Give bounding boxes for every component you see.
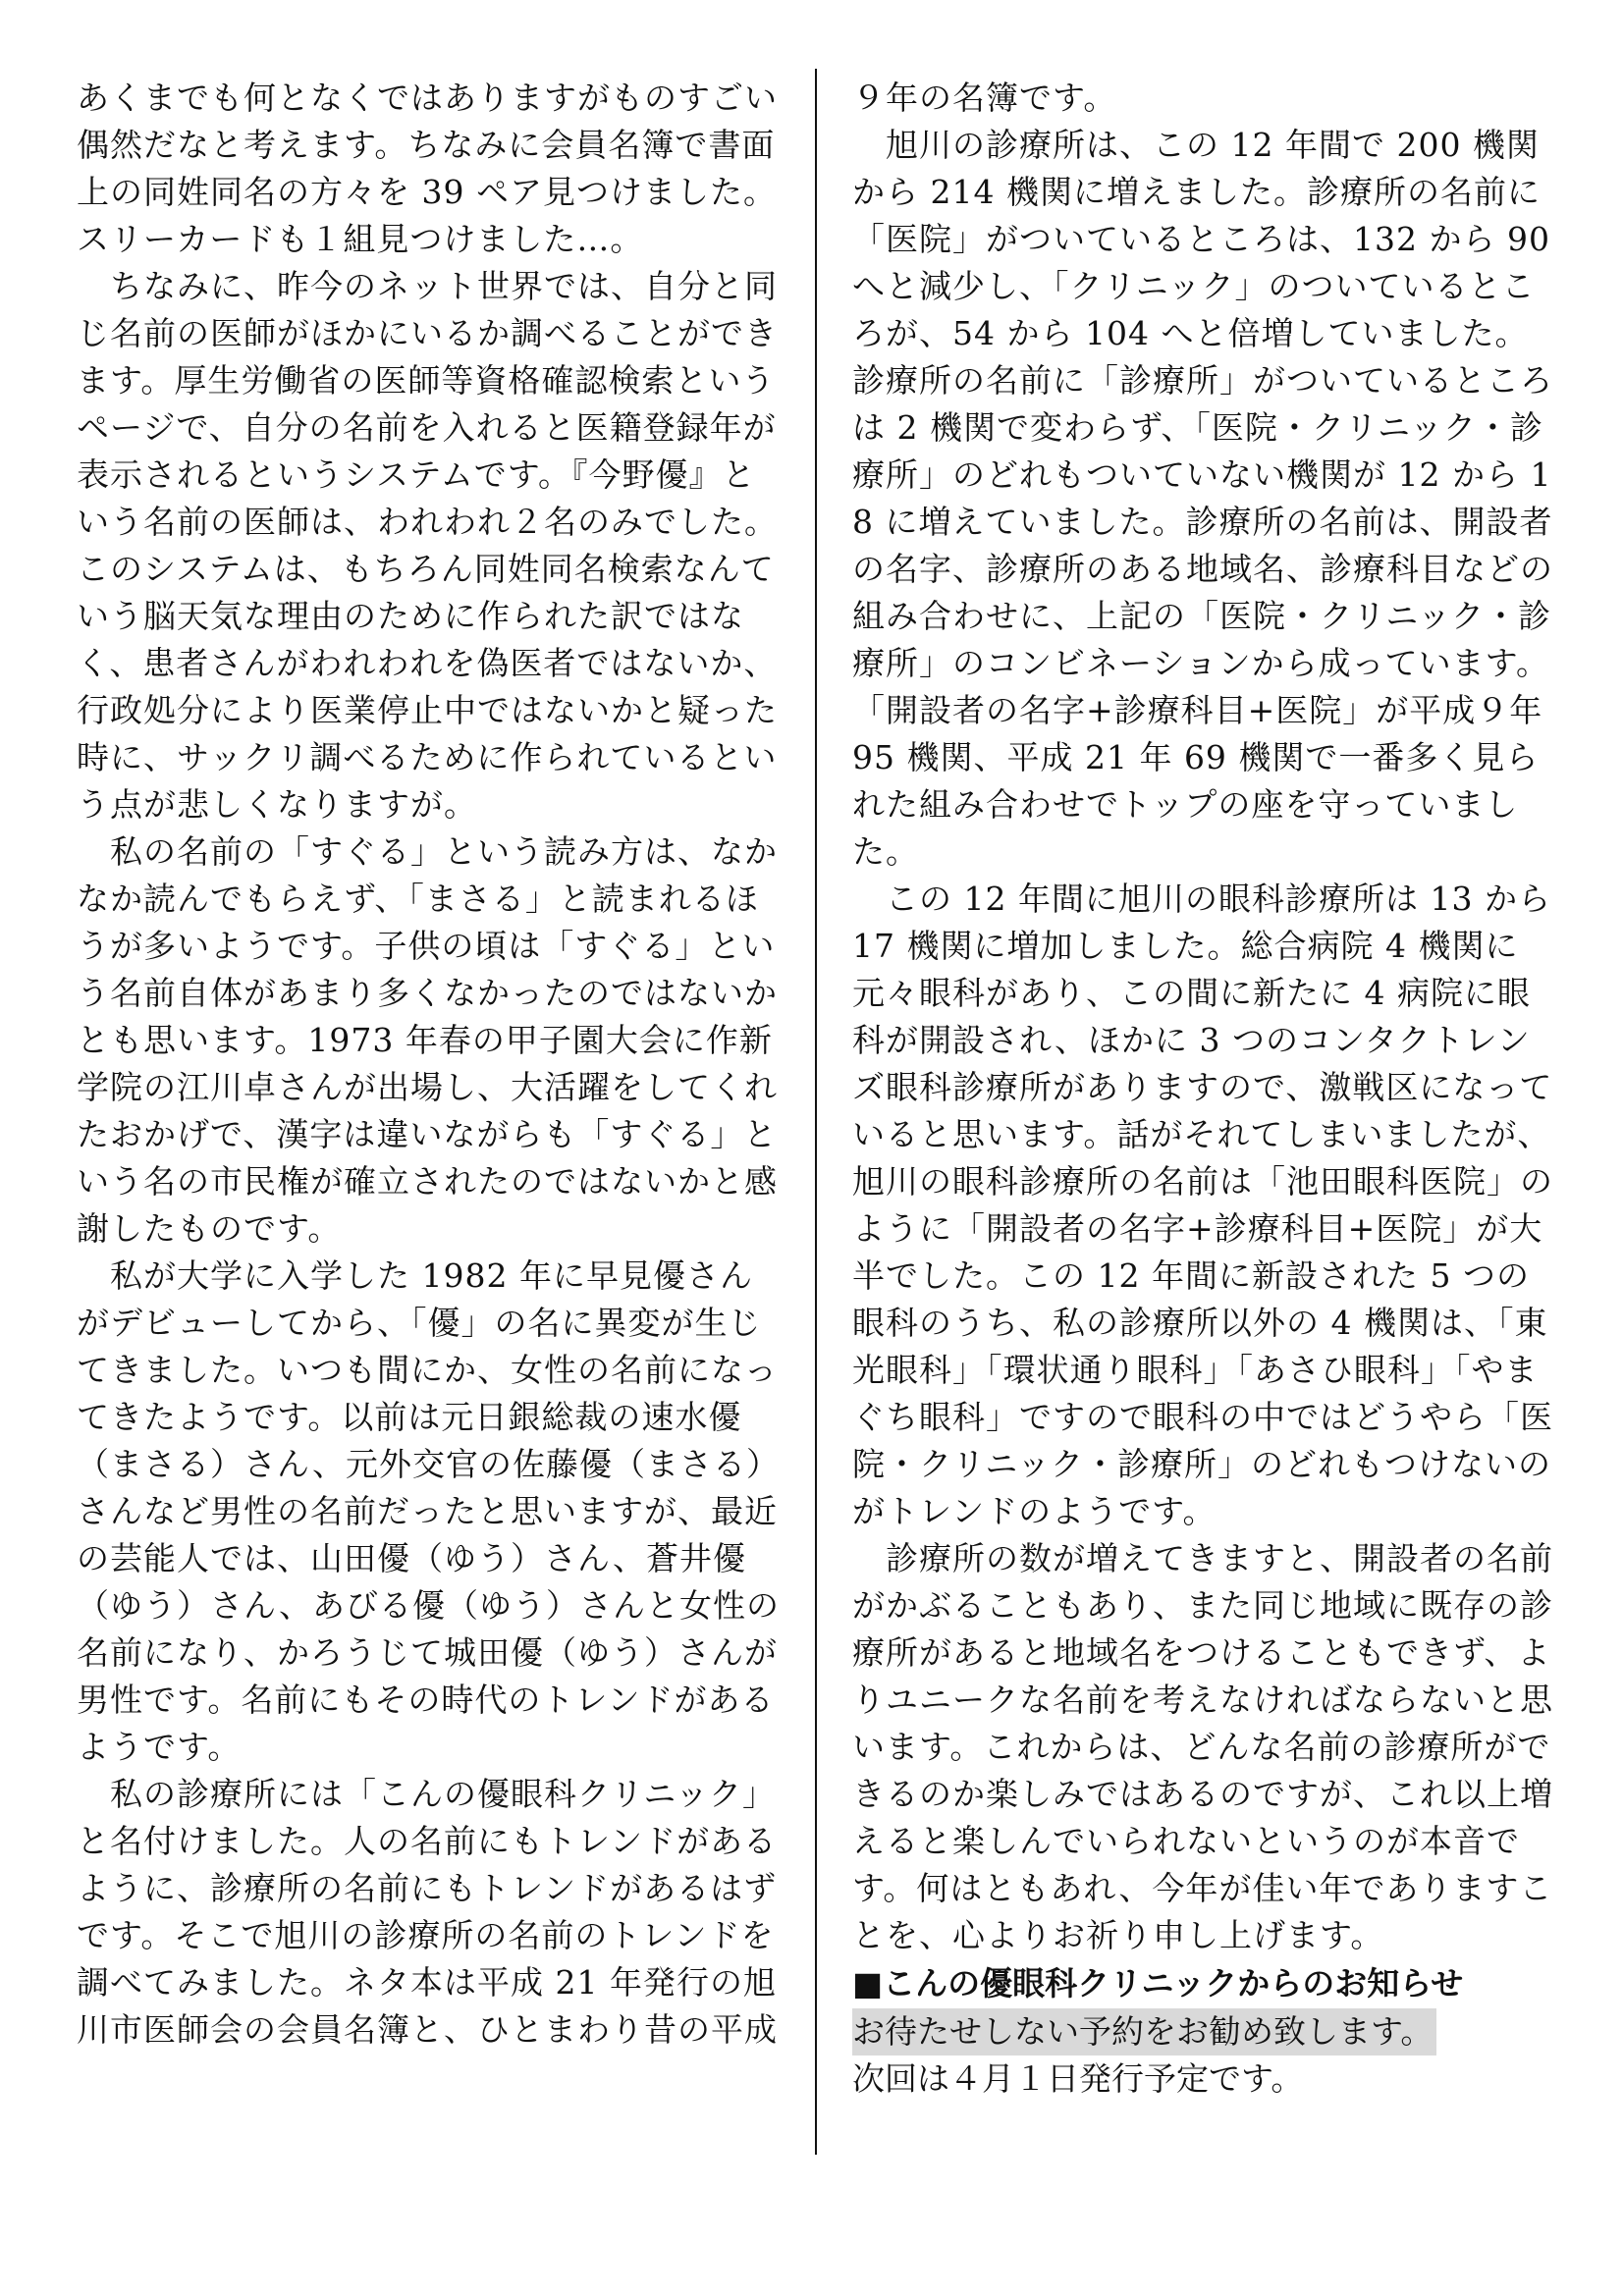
right-column [852, 75, 1563, 2103]
notice-highlight: お待たせしない予約をお勧め致します。 [852, 2008, 1436, 2056]
paragraph-clinic-naming: 私の診療所には「こんの優眼科クリニック」と名付けました。人の名前にもトレンドがあるように、診療所の名前にもトレンドがあるはずです。そこで旭川の診療所の名前のトレンドを調べてみました。ネタ本は平成 21 年発行の旭川市医師会の会員名簿と、ひとまわり昔の平成 [77, 1775, 778, 2049]
paragraph-coincidence: あくまでも何となくではありますがものすごい偶然だなと考えます。ちなみに会員名簿で書面上の同姓同名の方々を 39 ペア見つけました。スリーカードも１組見つけました…。 [77, 79, 778, 258]
next-issue-note: 次回は４月１日発行予定です。 [852, 2059, 1304, 2098]
column-divider [815, 69, 817, 2155]
notice-section [852, 1959, 1557, 2103]
paragraph-directory-continued: ９年の名簿です。 [852, 79, 1117, 117]
paragraph-doctor-search: ちなみに、昨今のネット世界では、自分と同じ名前の医師がほかにいるか調べることができます。厚生労働省の医師等資格確認検索というページで、自分の名前を入れると医籍登録年が表示されるというシステムです。『今野優』という名前の医師は、われわれ２名のみでした。このシステムは、もちろん同姓同名検索なんていう脳天気な理由のために作られた訳ではなく、患者さんがわれわれを偽医者ではないか、行政処分により医業停止中ではないかと疑った時に、サックリ調べるために作られているという点が悲しくなりますが。 [77, 267, 778, 824]
paragraph-closing: 診療所の数が増えてきますと、開設者の名前がかぶることもあり、また同じ地域に既存の診療所があると地域名をつけることもできず、よりユニークな名前を考えなければならないと思います。これからは、どんな名前の診療所ができるのか楽しみではあるのですが、これ以上増えると楽しんでいられないというのが本音です。何はともあれ、今年が佳い年でありますことを、心よりお祈り申し上げます。 [852, 1539, 1553, 1954]
left-column [77, 75, 782, 2054]
paragraph-name-trend: 私が大学に入学した 1982 年に早見優さんがデビューしてから、「優」の名に異変が生じてきました。いつも間にか、女性の名前になってきたようです。以前は元日銀総裁の速水優（まさる）さん、元外交官の佐藤優（まさる）さんなど男性の名前だったと思いますが、最近の芸能人では、山田優（ゆう）さん、蒼井優（ゆう）さん、あびる優（ゆう）さんと女性の名前になり、かろうじて城田優（ゆう）さんが男性です。名前にもその時代のトレンドがあるようです。 [77, 1256, 780, 1766]
paragraph-ophthalmology: この 12 年間に旭川の眼科診療所は 13 から 17 機関に増加しました。総合病院 4 機関に元々眼科があり、この間に新たに 4 病院に眼科が開設され、ほかに 3 つのコンタクトレンズ眼科診療所がありますので、激戦区になっていると思います。話がそれてしまいましたが、旭川の眼科診療所の名前は「池田眼科医院」のように「開設者の名字+診療科目+医院」が大半でした。この 12 年間に新設された 5 つの眼科のうち、私の診療所以外の 4 機関は、「東光眼科」「環状通り眼科」「あさひ眼科」「やまぐち眼科」ですので眼科の中ではどうやら「医院・クリニック・診療所」のどれもつけないのがトレンドのようです。 [852, 880, 1563, 1530]
paragraph-clinic-statistics: 旭川の診療所は、この 12 年間で 200 機関から 214 機関に増えました。診療所の名前に「医院」がついているところは、132 から 90 へと減少し、「クリニック」のついているところが、54 から 104 へと倍増していました。診療所の名前に「診療所」がついているところは 2 機関で変わらず、「医院・クリニック・診療所」のどれもついていない機関が 12 から 18 に増えていました。診療所の名前は、開設者の名字、診療所のある地域名、診療科目などの組み合わせに、上記の「医院・クリニック・診療所」のコンビネーションから成っています。「開設者の名字+診療科目+医院」が平成９年 95 機関、平成 21 年 69 機関で一番多く見られた組み合わせでトップの座を守っていました。 [852, 126, 1562, 871]
notice-title: ■こんの優眼科クリニックからのお知らせ [852, 1964, 1464, 2002]
paragraph-name-reading: 私の名前の「すぐる」という読み方は、なかなか読んでもらえず、「まさる」と読まれるほうが多いようです。子供の頃は「すぐる」という名前自体があまり多くなかったのではないかとも思います。1973 年春の甲子園大会に作新学院の江川卓さんが出場し、大活躍をしてくれたおかげで、漢字は違いながらも「すぐる」という名の市民権が確立されたのではないかと感謝したものです。 [77, 832, 778, 1248]
